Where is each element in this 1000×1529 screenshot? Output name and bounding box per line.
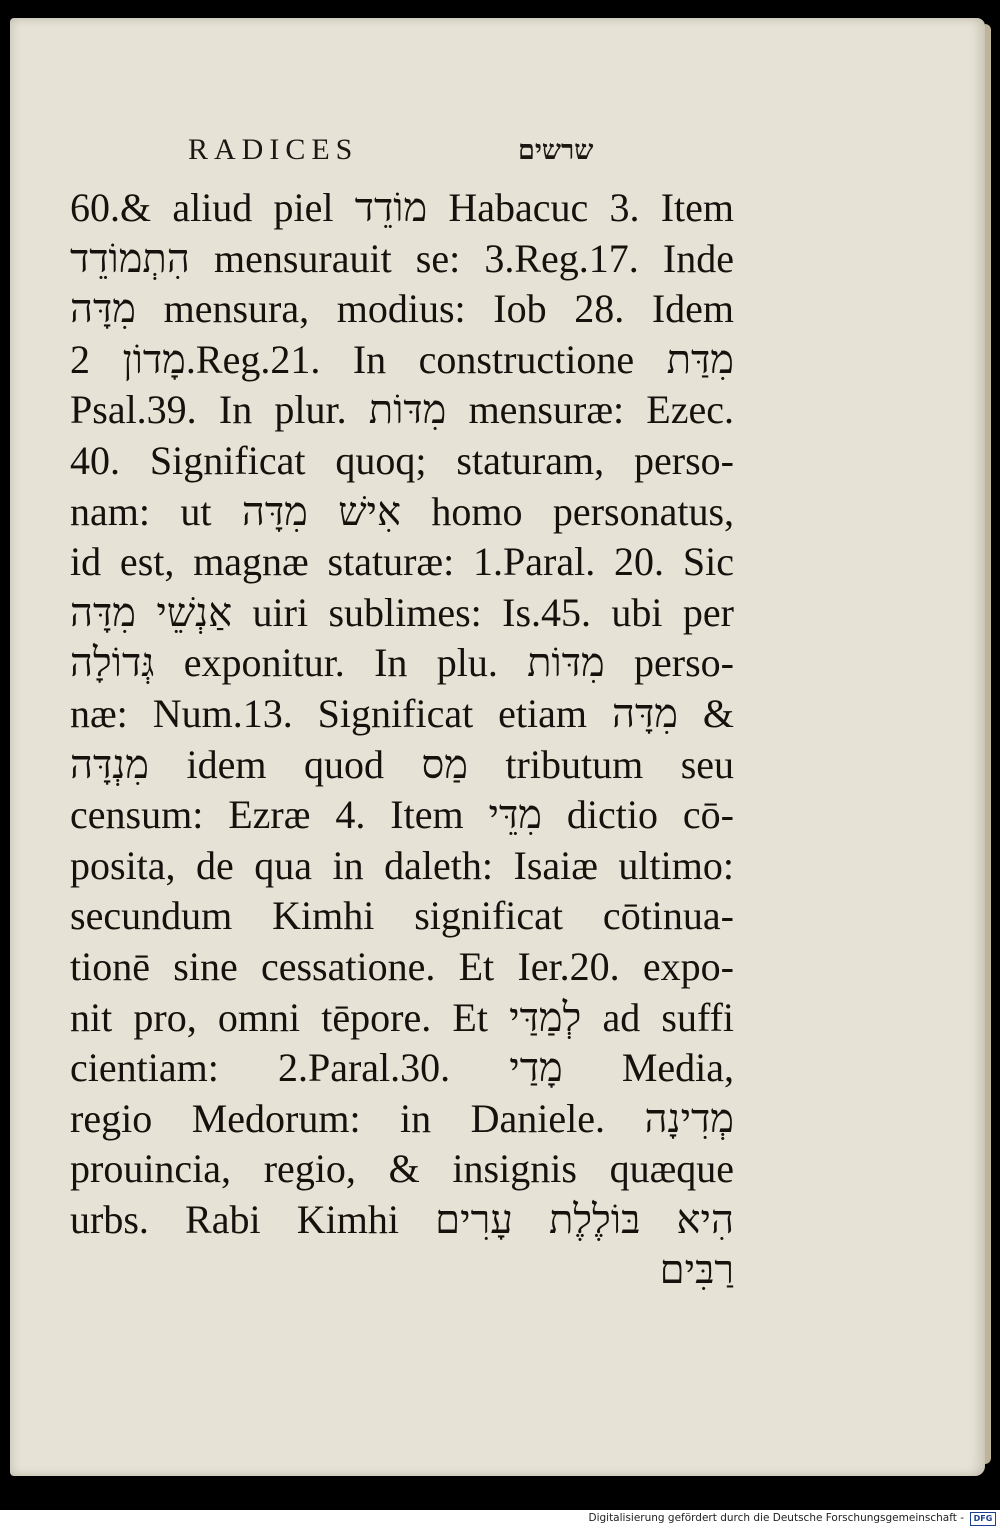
- text-line: מָדוֹן 2.Reg.21. In constructione מִדַּת: [70, 336, 734, 382]
- text-line: id est, magnæ staturæ: 1.Paral. 20. Sic: [70, 539, 734, 585]
- text-line: הִתְמוֹדֵד mensurauit se: 3.Reg.17. Inde: [70, 235, 734, 281]
- body-text: [70, 183, 734, 1296]
- text-line-catchword: רַבִּים: [659, 1247, 734, 1293]
- text-line: prouincia, regio, & insignis quæque: [70, 1146, 734, 1192]
- text-line: אַנְשֵׁי מִדָּה uiri sublimes: Is.45. ubi per: [70, 589, 734, 635]
- text-line: 60.& aliud piel מוֹדֵד Habacuc 3. Item: [70, 185, 735, 230]
- text-line: מִנְדָּה idem quod מַס tributum seu: [70, 741, 735, 787]
- text-line: urbs. Rabi Kimhi הִיא בּוֹלֶלֶת עָרִים: [70, 1196, 734, 1242]
- running-header: [0, 133, 1000, 177]
- header-latin-title: RADICES: [188, 133, 359, 166]
- digitization-footer: [0, 1510, 1000, 1529]
- text-line: Psal.39. In plur. מִדּוֹת mensuræ: Ezec.: [70, 387, 734, 433]
- text-line: censum: Ezræ 4. Item מִדֵּי dictio cō-: [70, 792, 735, 838]
- text-line: regio Medorum: in Daniele. מְדִינָה: [70, 1095, 734, 1141]
- text-line: cientiam: 2.Paral.30. מָדַי Media,: [70, 1045, 735, 1091]
- funding-credit: Digitalisierung gefördert durch die Deutsche Forschungsgemeinschaft -: [588, 1512, 964, 1524]
- text-line: nit pro, omni tēpore. Et לְמַדַּי ad suffi: [70, 994, 734, 1040]
- text-line: מִדָּה mensura, modius: Iob 28. Idem: [70, 286, 734, 332]
- dfg-logo-text: DFG: [973, 1514, 993, 1523]
- text-line: næ: Num.13. Significat etiam מִדָּה &: [70, 690, 734, 736]
- text-line: tionē sine cessatione. Et Ier.20. expo-: [70, 943, 734, 989]
- text-line: secundum Kimhi significat cōtinua-: [70, 893, 734, 939]
- text-line: posita, de qua in daleth: Isaiæ ultimo:: [70, 842, 734, 888]
- text-line: גְּדוֹלָה exponitur. In plu. מִדּוֹת perso-: [70, 640, 734, 686]
- text-line: nam: ut אִישׁ מִדָּה homo personatus,: [70, 488, 735, 534]
- header-hebrew-title: שרשים: [518, 135, 594, 165]
- text-line: 40. Significat quoq; staturam, perso-: [70, 437, 734, 483]
- dfg-logo-icon: [970, 1512, 996, 1526]
